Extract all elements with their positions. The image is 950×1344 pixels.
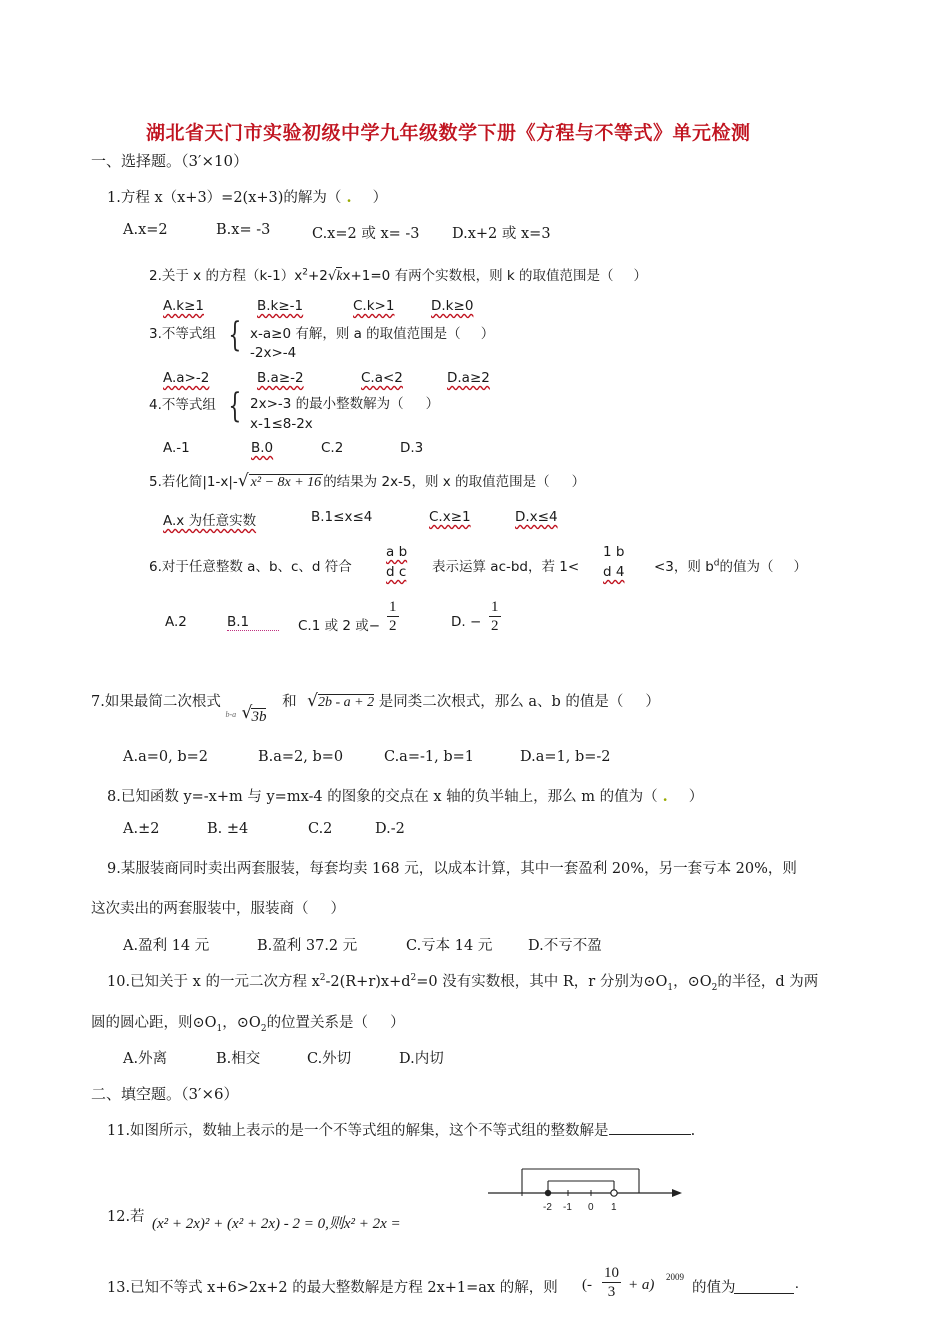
section-heading-fill: 二、填空题。（3′×6）: [91, 1085, 239, 1103]
fraction-half: $\frac{1}{2}$: [389, 599, 397, 634]
option-c: C.a<2: [361, 370, 403, 386]
option-b: B.盈利 37.2 元: [257, 938, 358, 954]
page-title: 湖北省天门市实验初级中学九年级数学下册《方程与不等式》单元检测: [146, 122, 751, 144]
matrix-abdc: a b d c: [386, 544, 408, 580]
question-1: 1.方程 x（x+3）=2(x+3)的解为（ . ）: [107, 189, 388, 206]
answer-blank[interactable]: [609, 1134, 691, 1135]
option-b: B.0: [251, 440, 274, 456]
arrow-right-icon: [672, 1189, 682, 1197]
option-a: A.2: [165, 614, 187, 630]
question-4-stem: 4.不等式组: [149, 397, 216, 413]
option-d: D.a≥2: [447, 370, 490, 386]
option-c: C.1 或 2 或−: [298, 618, 381, 634]
option-b: B.a≥-2: [257, 370, 304, 386]
option-a: A.±2: [123, 821, 160, 837]
option-a: A.盈利 14 元: [123, 938, 210, 954]
option-b: B.k≥-1: [257, 298, 304, 314]
option-d: D.3: [400, 440, 424, 456]
brace: {: [228, 315, 242, 355]
option-c: C.x≥1: [429, 509, 471, 525]
label-neg1: -1: [563, 1202, 572, 1213]
question-2: 2.关于 x 的方程$(k-1)x^2+2√kx+1=0$ 有两个实数根，则 k 的取值范围是（ ）: [149, 267, 647, 284]
question-9-line2: 这次卖出的两套服装中，服装商（ ）: [91, 901, 345, 917]
question-7: 7.如果最简二次根式 b-a √ 3b 和 √2b - a + 2 是同类二次根式，那么 a、b 的值是（ ）: [91, 691, 660, 725]
option-c: C.亏本 14 元: [406, 938, 493, 954]
question-12-equation: (x² + 2x)² + (x² + 2x) - 2 = 0,则x² + 2x =: [152, 1216, 401, 1232]
question-6-stem-b: 表示运算 ac-bd，若 1<: [432, 559, 580, 575]
option-d: D.x≤4: [515, 509, 558, 525]
question-1-stem: 1.方程 x（x+3）=2(x+3)的解为（: [107, 190, 342, 206]
option-b: B.a=2, b=0: [258, 749, 344, 765]
option-d: D.内切: [399, 1051, 444, 1067]
option-a: A.k≥1: [163, 298, 205, 314]
option-b: B.1: [227, 614, 279, 631]
option-d: D.x+2 或 x=3: [452, 226, 551, 242]
option-c: C.a=-1, b=1: [384, 749, 474, 765]
option-d: D. −: [451, 614, 482, 630]
question-3-stem: 3.不等式组: [149, 326, 216, 342]
question-10-line2: 圆的圆心距，则$⊙O_1$，$⊙O_2$的位置关系是（ ）: [91, 1015, 405, 1034]
option-a: A.a>-2: [163, 370, 210, 386]
question-6-stem-a: 6.对于任意整数 a、b、c、d 符合: [149, 559, 352, 575]
option-a: A.x=2: [123, 222, 168, 238]
option-b: B. ±4: [207, 821, 249, 837]
option-b: B.相交: [216, 1051, 261, 1067]
option-a: A.-1: [163, 440, 190, 456]
option-b: B.x= -3: [216, 222, 271, 238]
option-c: C.x=2 或 x= -3: [312, 226, 420, 242]
option-d: D.a=1, b=-2: [520, 749, 611, 765]
label-1: 1: [611, 1202, 617, 1213]
brace: {: [228, 386, 242, 426]
question-12-prefix: 12.若: [107, 1209, 145, 1225]
closed-dot: [545, 1190, 551, 1196]
question-3-line2: -2x>-4: [250, 345, 297, 361]
option-d: D.-2: [375, 821, 405, 837]
option-d: D.不亏不盈: [528, 938, 602, 954]
section-heading-choice: 一、选择题。（3′×10）: [91, 152, 249, 170]
question-9-line1: 9.某服装商同时卖出两套服装，每套均卖 168 元，以成本计算，其中一套盈利 20%，另一套亏本 20%，则: [107, 861, 797, 877]
matrix-1bd4: 1 b d 4: [603, 544, 625, 580]
question-5: 5.若化简|1-x|-√ x² − 8x + 16 的结果为 2x-5，则 x 的取值范围是（ ）: [149, 471, 586, 491]
option-a: A.x 为任意实数: [163, 513, 257, 529]
option-c: C.k>1: [353, 298, 395, 314]
question-6-options: [165, 598, 565, 648]
option-a: A.外离: [123, 1051, 168, 1067]
option-c: C.外切: [307, 1051, 352, 1067]
question-3-line1: x-a≥0 有解，则 a 的取值范围是（ ）: [250, 326, 495, 342]
question-10-line1: 10.已知关于 x 的一元二次方程 $x^2-2(R+r)x+d^2=0$ 没有实数根，其中 R，r 分别为$⊙O_1$，$⊙O_2$的半径，d 为两: [107, 973, 819, 993]
answer-blank[interactable]: [734, 1276, 794, 1294]
number-line-figure: [486, 1164, 686, 1216]
option-b: B.1≤x≤4: [311, 509, 373, 525]
open-dot: [611, 1190, 617, 1196]
question-8: 8.已知函数 y=-x+m 与 y=mx-4 的图象的交点在 x 轴的负半轴上，那么 m 的值为（ . ）: [107, 788, 704, 805]
question-4-line2: x-1≤8-2x: [250, 416, 313, 432]
option-c: C.2: [308, 821, 333, 837]
question-13: 13.已知不等式 x+6>2x+2 的最大整数解是方程 2x+1=ax 的解，则: [107, 1280, 558, 1296]
fraction-ten-thirds: $\frac{10}{3}$: [604, 1265, 619, 1300]
question-4-line1: 2x>-3 的最小整数解为（ ）: [250, 396, 440, 412]
fraction-half: $\frac{1}{2}$: [491, 599, 499, 634]
label-0: 0: [588, 1202, 594, 1213]
option-a: A.a=0, b=2: [123, 749, 208, 765]
label-neg2: -2: [543, 1202, 552, 1213]
question-11: 11.如图所示，数轴上表示的是一个不等式组的解集，这个不等式组的整数解是 .: [107, 1123, 696, 1139]
question-6-stem-c: <3，则 $b^d$的值为（ ）: [654, 558, 807, 575]
option-d: D.k≥0: [431, 298, 474, 314]
option-c: C.2: [321, 440, 344, 456]
